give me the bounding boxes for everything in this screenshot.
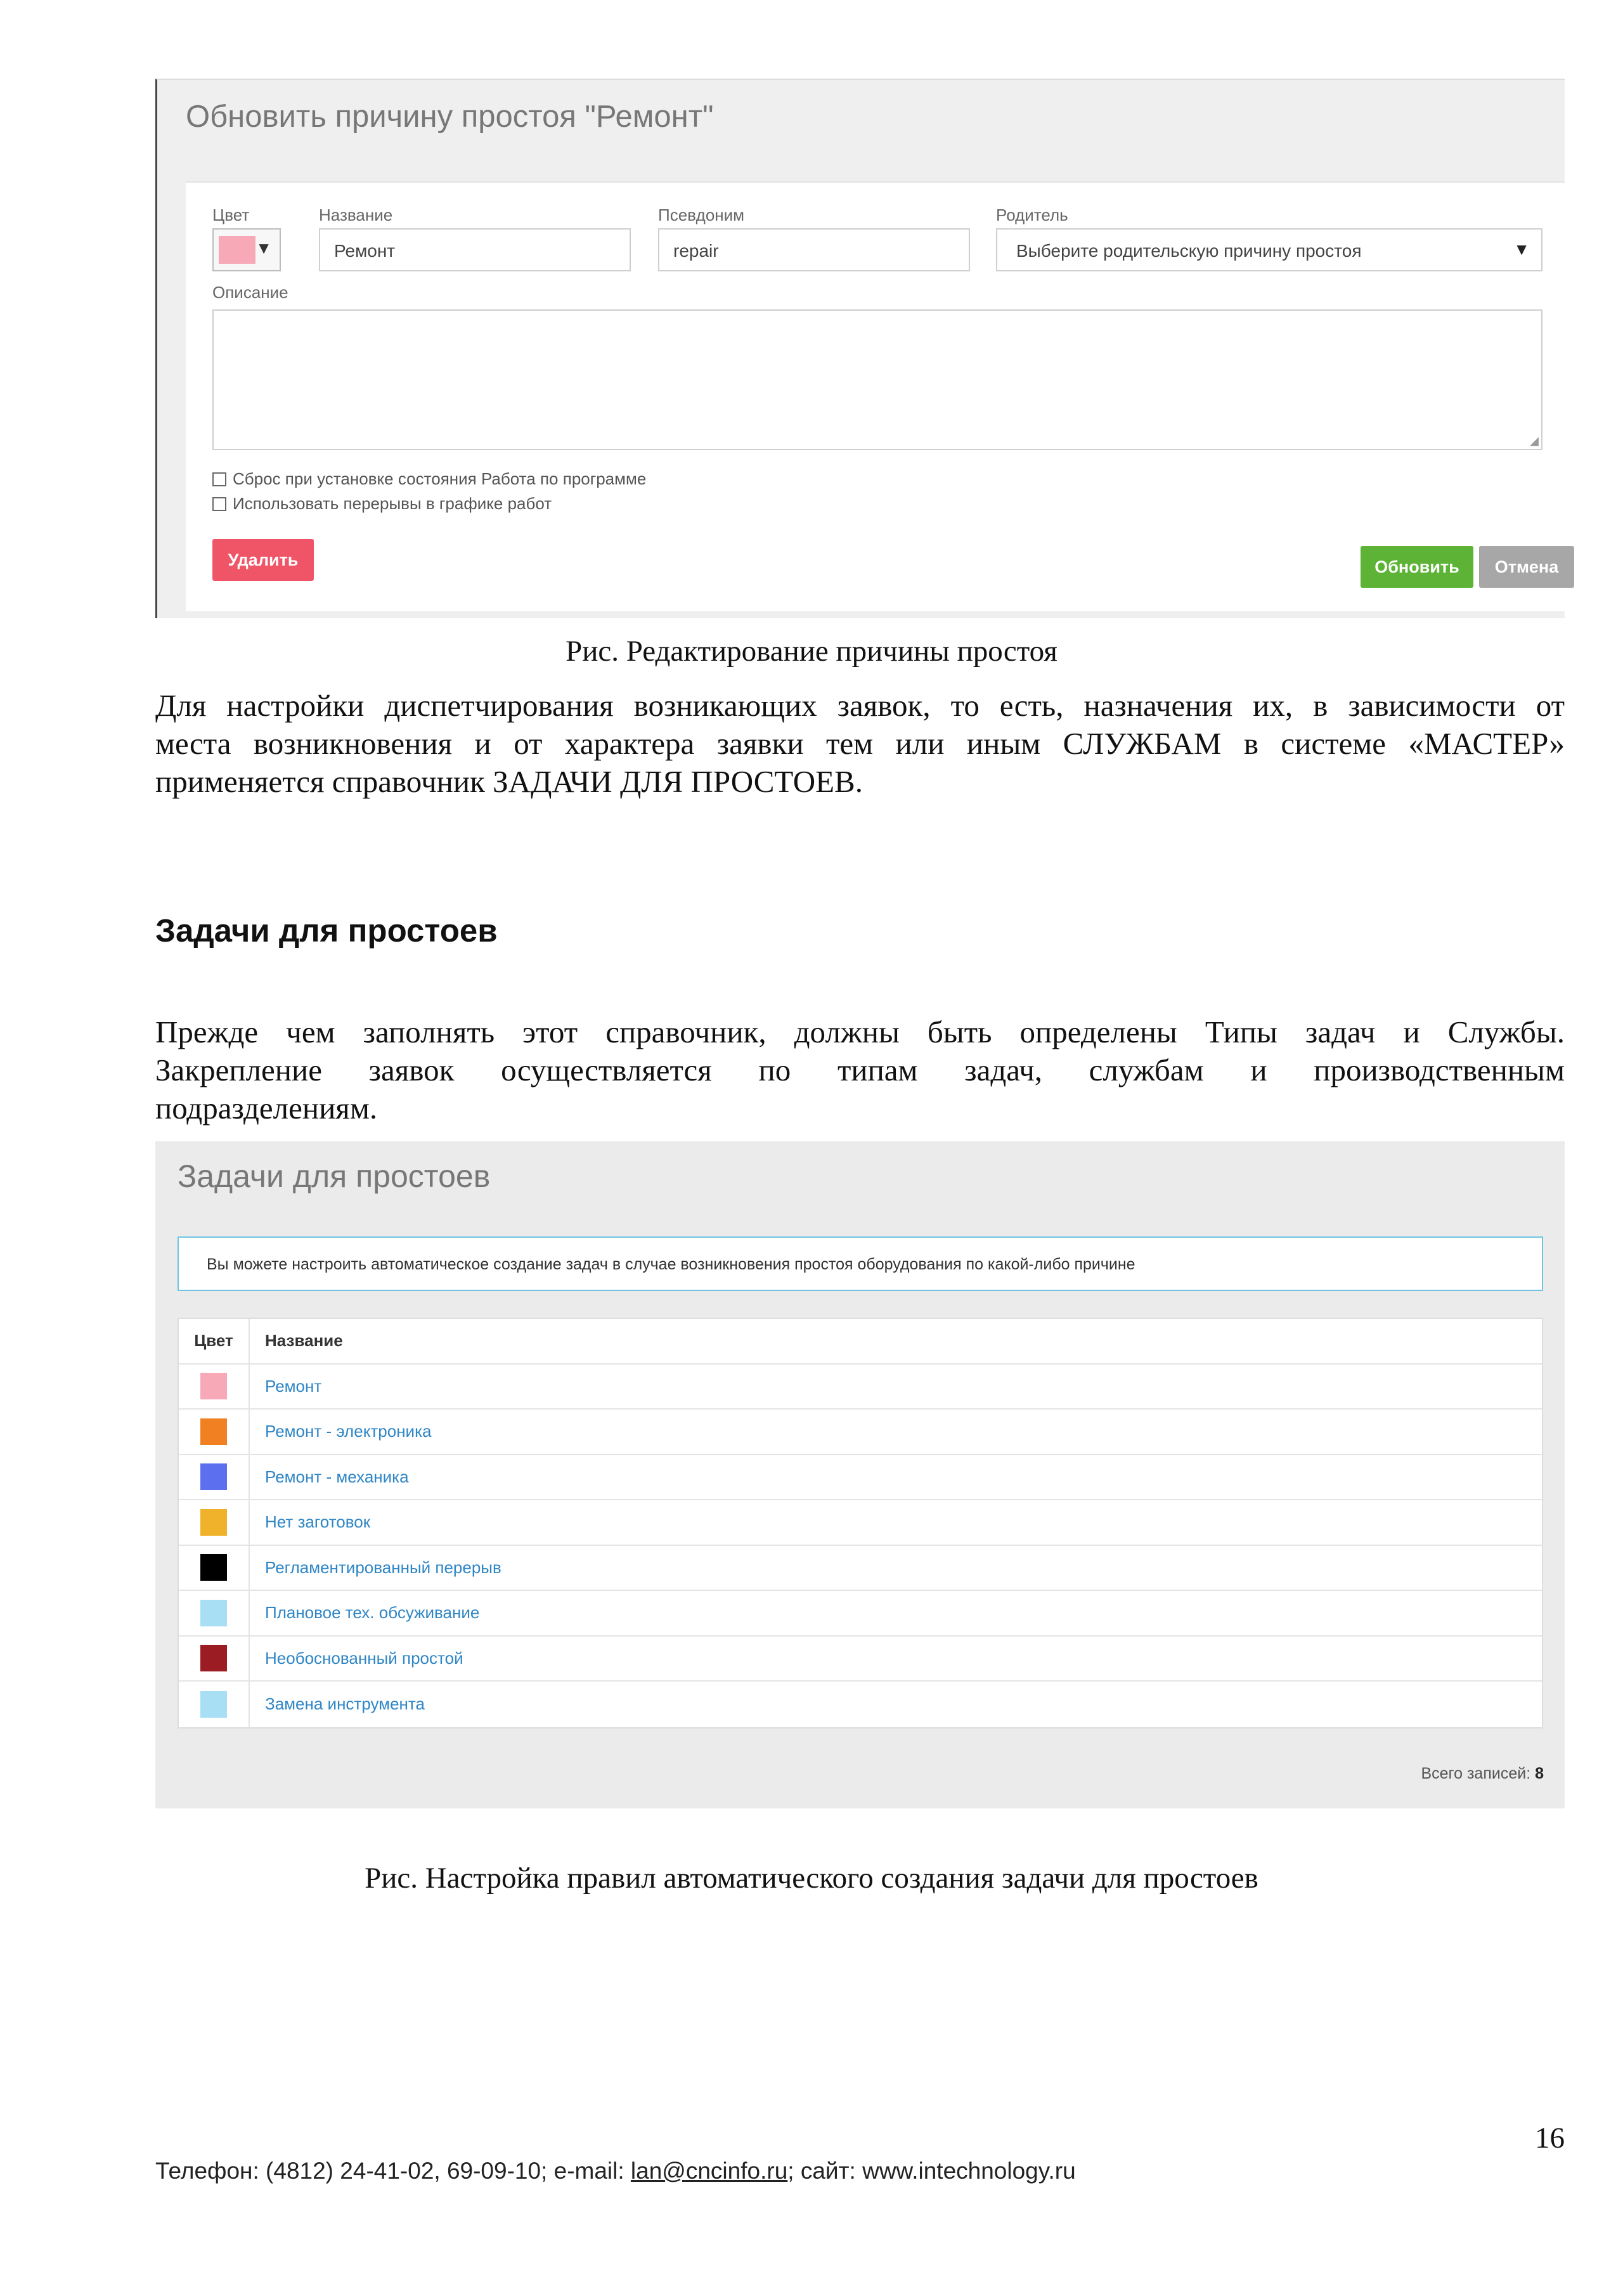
paragraph-line: места возникновения и от характера заявки тем или иным СЛУЖБАМ в системе «МАСТЕР» [155,726,1565,761]
info-alert: Вы можете настроить автоматическое создание задач в случае возникновения простоя оборудования по какой-либо причине [178,1236,1543,1291]
color-cell [179,1365,250,1409]
records-total-value: 8 [1535,1765,1544,1782]
parent-select[interactable] [996,228,1542,271]
color-swatch [200,1554,227,1581]
table-row [179,1682,1542,1727]
paragraph-line: Прежде чем заполнять этот справочник, должны быть определены Типы задач и Службы. [155,1015,1565,1049]
color-swatch [200,1645,227,1671]
paragraph-line: применяется справочник ЗАДАЧИ ДЛЯ ПРОСТОЕВ. [155,764,863,799]
form-title: Обновить причину простоя "Ремонт" [186,100,714,134]
table-row [179,1410,1542,1455]
table-row [179,1637,1542,1682]
color-swatch [200,1463,227,1490]
parent-select-value: Выберите родительскую причину простоя [1016,241,1362,261]
task-name-link[interactable]: Замена инструмента [265,1694,425,1714]
records-total [1421,1765,1544,1783]
column-header-color[interactable]: Цвет [179,1319,250,1363]
table-row [179,1500,1542,1546]
figure2-caption: Рис. Настройка правил автоматического создания задачи для простоев [365,1862,1258,1895]
resize-grip-icon[interactable]: ◢ [1530,434,1539,447]
edit-form [186,181,1565,611]
color-swatch [200,1509,227,1536]
tasks-table [178,1318,1543,1728]
paragraph-line: Для настройки диспетчирования возникающих заявок, то есть, назначения их, в зависимости от [155,688,1565,723]
column-header-name[interactable]: Название [265,1331,343,1351]
task-name-link[interactable]: Ремонт [265,1376,322,1396]
color-swatch [219,236,255,264]
description-label: Описание [212,283,288,302]
records-total-label: Всего записей: [1421,1765,1531,1782]
task-name-link[interactable]: Ремонт - электроника [265,1422,432,1441]
parent-label: Родитель [996,205,1068,224]
reset-on-program-checkbox[interactable] [212,469,646,489]
alias-label: Псевдоним [658,205,745,224]
footer-prefix: Телефон: (4812) 24-41-02, 69-09-10; e-mail: [155,2158,631,2184]
color-label: Цвет [212,205,250,224]
color-cell [179,1455,250,1500]
task-name-link[interactable]: Ремонт - механика [265,1467,409,1486]
caret-down-icon: ▼ [255,238,272,257]
panel-title: Задачи для простоев [178,1158,491,1194]
email-link[interactable]: lan@cncinfo.ru [630,2158,788,2184]
paragraph-line: подразделениям. [155,1091,378,1125]
color-swatch [200,1418,227,1445]
page-number: 16 [1535,2122,1565,2155]
checkbox-box[interactable] [212,497,226,511]
cancel-button[interactable]: Отмена [1479,546,1574,588]
paragraph-line: Закрепление заявок осуществляется по типам задач, службам и производственным [155,1053,1565,1087]
contact-footer [155,2158,1076,2184]
edit-downtime-reason-screenshot [155,79,1565,618]
use-breaks-checkbox[interactable] [212,494,552,514]
checkbox-label: Использовать перерывы в графике работ [233,494,552,513]
table-header-row [179,1319,1542,1365]
paragraph-intro [155,687,1565,801]
color-cell [179,1682,250,1727]
delete-button[interactable]: Удалить [212,539,314,581]
checkbox-label: Сброс при установке состояния Работа по программе [233,469,647,488]
color-picker[interactable] [212,228,281,271]
name-label: Название [319,205,393,224]
update-button[interactable]: Обновить [1361,546,1473,588]
table-row [179,1546,1542,1592]
caret-down-icon: ▼ [1513,240,1530,259]
alias-input[interactable]: repair [658,228,970,271]
table-row [179,1455,1542,1501]
color-swatch [200,1691,227,1718]
checkbox-box[interactable] [212,472,226,486]
color-swatch [200,1600,227,1626]
section-heading: Задачи для простоев [155,912,498,949]
color-cell [179,1546,250,1590]
task-name-link[interactable]: Плановое тех. обсуживание [265,1603,480,1623]
task-name-link[interactable]: Регламентированный перерыв [265,1557,501,1577]
color-cell [179,1637,250,1681]
footer-suffix: ; сайт: www.intechnology.ru [787,2158,1076,2184]
downtime-tasks-screenshot [155,1141,1565,1808]
figure1-caption: Рис. Редактирование причины простоя [566,635,1057,668]
table-row [179,1365,1542,1410]
color-cell [179,1591,250,1635]
name-input[interactable]: Ремонт [319,228,631,271]
color-swatch [200,1373,227,1399]
paragraph-prerequisites [155,1013,1565,1127]
description-textarea[interactable] [212,309,1542,450]
table-row [179,1591,1542,1637]
task-name-link[interactable]: Необоснованный простой [265,1648,463,1668]
color-cell [179,1410,250,1454]
task-name-link[interactable]: Нет заготовок [265,1512,371,1532]
color-cell [179,1500,250,1545]
